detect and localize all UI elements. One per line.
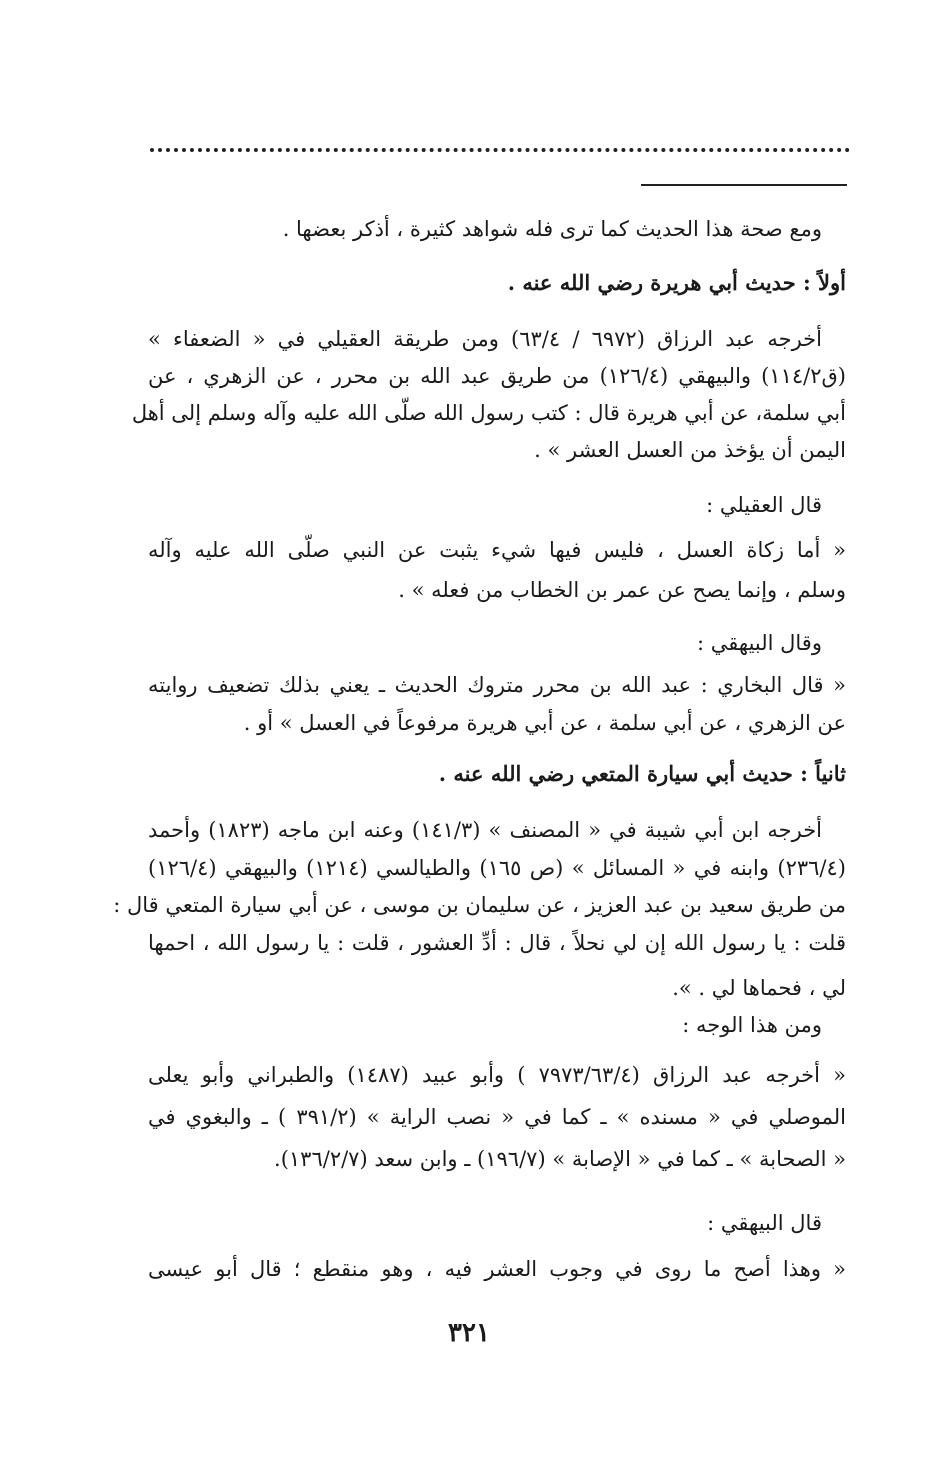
section-heading-1: أولاً : حديث أبي هريرة رضي الله عنه . — [507, 270, 846, 295]
text-line: « قال البخاري : عبد الله بن محرر متروك الحديث ـ يعني بذلك تضعيف روايته — [148, 673, 846, 697]
text-line: وقال البيهقي : — [697, 631, 822, 655]
text-line: (ق١١٤/٢) والبيهقي (١٢٦/٤) من طريق عبد الله بن محرر ، عن الزهري ، عن — [148, 364, 846, 388]
text-line: الموصلي في « مسنده » ـ كما في « نصب الراية » (٣٩١/٢ ) ـ والبغوي في — [148, 1105, 847, 1129]
text-line: « أما زكاة العسل ، فليس فيها شيء يثبت عن النبي صلّى الله عليه وآله — [148, 538, 846, 562]
text-line: « أخرجه عبد الرزاق (٧٩٧٣/٦٣/٤ ) وأبو عبيد (١٤٨٧) والطبراني وأبو يعلى — [148, 1063, 846, 1087]
text-line: « الصحابة » ـ كما في « الإصابة » (١٩٦/٧) ـ وابن سعد (١٣٦/٢/٧). — [274, 1147, 846, 1171]
page-number: ٣٢١ — [448, 1318, 490, 1348]
text-line: قال البيهقي : — [707, 1211, 822, 1235]
text-line: لي ، فحماها لي . ». — [672, 976, 846, 1000]
text-line: ومن هذا الوجه : — [682, 1013, 822, 1037]
text-line: وسلم ، وإنما يصح عن عمر بن الخطاب من فعله » . — [398, 578, 846, 602]
text-line: عن الزهري ، عن أبي سلمة ، عن أبي هريرة مرفوعاً في العسل » أو . — [243, 711, 846, 735]
text-line: من طريق سعيد بن عبد العزيز ، عن سليمان بن موسى ، عن أبي سيارة المتعي قال : — [113, 893, 846, 917]
text-line: قلت : يا رسول الله إن لي نحلاً ، قال : أدِّ العشور ، قلت : يا رسول الله ، احمها — [148, 931, 846, 955]
footnote-rule — [641, 184, 847, 186]
dotted-separator — [150, 148, 850, 152]
text-line: « وهذا أصح ما روى في وجوب العشر فيه ، وهو منقطع ؛ قال أبو عيسى — [148, 1257, 846, 1281]
text-line: أخرجه عبد الرزاق (٦٩٧٢ / ٦٣/٤) ومن طريقة العقيلي في « الضعفاء » — [148, 327, 822, 351]
text-line: أخرجه ابن أبي شيبة في « المصنف » (١٤١/٣) وعنه ابن ماجه (١٨٢٣) وأحمد — [148, 818, 823, 842]
text-line: (٢٣٦/٤) وابنه في « المسائل » (ص ١٦٥) والطيالسي (١٢١٤) والبيهقي (١٢٦/٤) — [148, 856, 846, 880]
text-line: قال العقيلي : — [706, 493, 822, 517]
text-line: ومع صحة هذا الحديث كما ترى فله شواهد كثيرة ، أذكر بعضها . — [282, 217, 822, 241]
section-heading-2: ثانياً : حديث أبي سيارة المتعي رضي الله عنه . — [438, 761, 846, 786]
text-line: اليمن أن يؤخذ من العسل العشر » . — [534, 438, 846, 462]
text-line: أبي سلمة، عن أبي هريرة قال : كتب رسول الله صلّى الله عليه وآله وسلم إلى أهل — [131, 401, 846, 425]
